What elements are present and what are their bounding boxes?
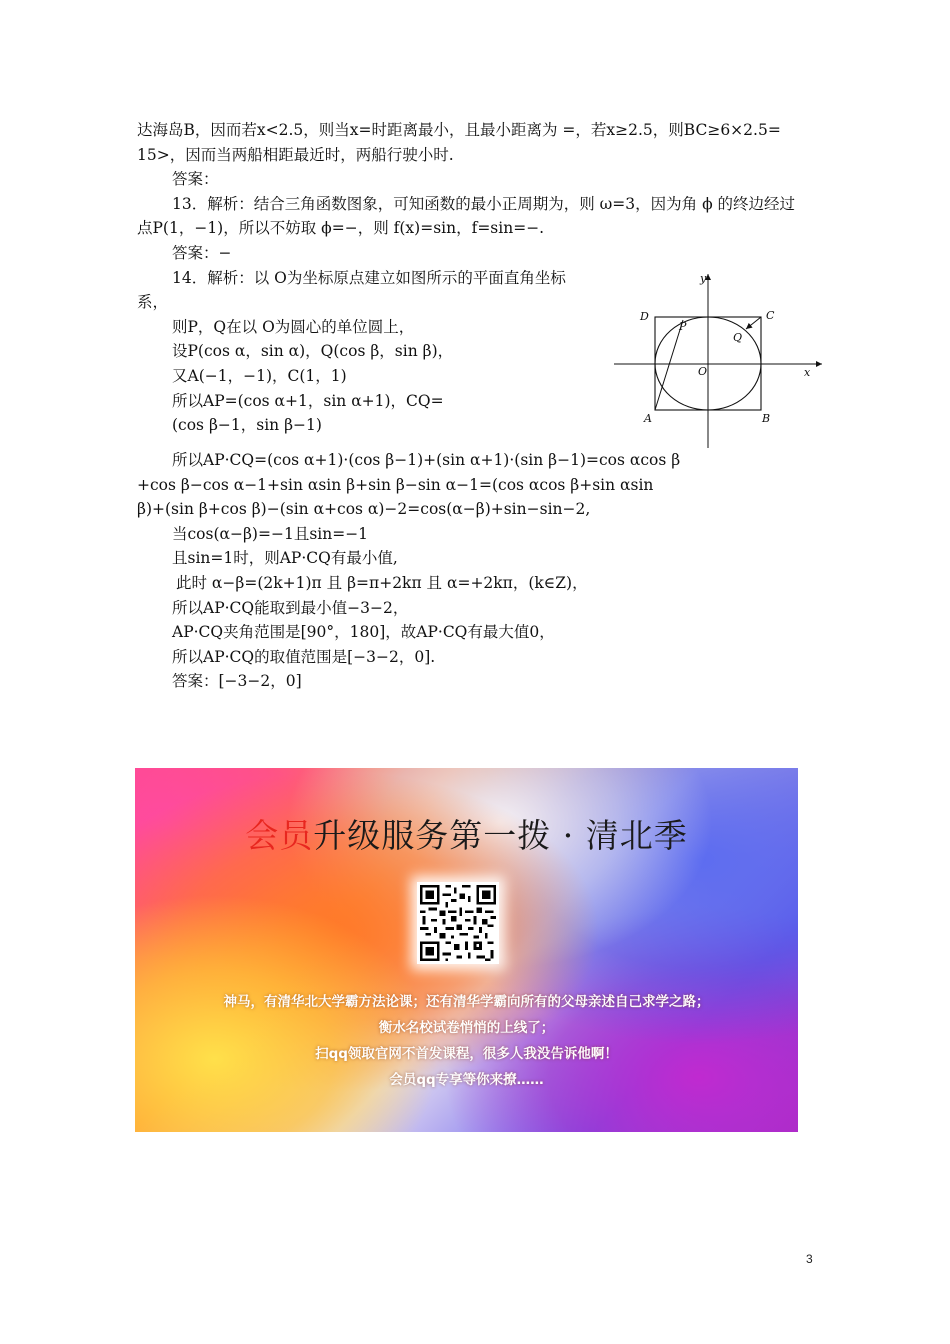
label-b: B bbox=[762, 412, 771, 425]
text-line: 所以AP·CQ的取值范围是[−3−2，0]. bbox=[172, 647, 436, 666]
text-line: 点P(1，−1)，所以不妨取 ϕ=−，则 f(x)=sin，f=sin=−. bbox=[137, 219, 545, 238]
text-line: 所以AP=(cos α+1，sin α+1)，CQ= bbox=[172, 391, 444, 410]
text-line: 13．解析：结合三角函数图象，可知函数的最小正周期为，则 ω=3，因为角 ϕ 的终边经过 bbox=[172, 194, 796, 213]
text-line: 所以AP·CQ=(cos α+1)·(cos β−1)+(sin α+1)·(sin β−1)=cos αcos β bbox=[172, 451, 681, 469]
label-q: Q bbox=[733, 331, 743, 344]
label-a: A bbox=[644, 412, 652, 425]
text-line: 当cos(α−β)=−1且sin=−1 bbox=[172, 524, 369, 543]
banner-line: 扫qq领取官网不首发课程，很多人我没告诉他啊！ bbox=[315, 1046, 618, 1062]
unit-circle-figure bbox=[606, 268, 828, 452]
text-line: 答案： bbox=[172, 170, 219, 189]
text-line: 所以AP·CQ能取到最小值−3−2， bbox=[172, 598, 409, 617]
text-line: 且sin=1时，则AP·CQ有最小值, bbox=[172, 549, 398, 568]
text-line: 答案：[−3−2，0] bbox=[172, 672, 302, 691]
text-line: 答案：− bbox=[172, 243, 232, 262]
text-line: 14．解析：以 O为坐标原点建立如图所示的平面直角坐标 bbox=[172, 268, 566, 287]
promo-banner[interactable] bbox=[135, 768, 798, 1132]
text-line: 又A(−1，−1)，C(1，1) bbox=[172, 366, 347, 385]
segment-ap bbox=[655, 320, 683, 410]
text-line: 则P，Q在以 O为圆心的单位圆上， bbox=[172, 317, 415, 336]
label-d: D bbox=[640, 310, 649, 323]
banner-title-rest: 升级服务第一拨 · 清北季 bbox=[313, 816, 688, 855]
text-line: 系， bbox=[137, 293, 169, 312]
banner-line: 会员qq专享等你来撩…… bbox=[389, 1072, 544, 1088]
text-line: AP·CQ夹角范围是[90°，180]，故AP·CQ有最大值0， bbox=[172, 623, 555, 642]
label-o: O bbox=[698, 365, 708, 378]
banner-line: 衡水名校试卷悄悄的上线了； bbox=[378, 1020, 555, 1036]
text-line: 15>，因而当两船相距最近时，两船行驶小时. bbox=[137, 145, 454, 164]
qr-code-image[interactable] bbox=[417, 882, 499, 964]
label-y: y bbox=[700, 272, 707, 285]
text-line: +cos β−cos α−1+sin αsin β+sin β−sin α−1=(cos αcos β+sin αsin bbox=[137, 475, 654, 494]
text-line: (cos β−1，sin β−1) bbox=[172, 416, 322, 435]
page-number: 3 bbox=[806, 1252, 813, 1266]
solution-text-bottom bbox=[137, 448, 817, 694]
label-c: C bbox=[766, 309, 775, 322]
banner-title bbox=[135, 810, 798, 857]
segment-cq bbox=[746, 317, 761, 329]
banner-title-highlight: 会员 bbox=[245, 816, 314, 855]
label-p: P bbox=[679, 320, 687, 333]
text-line: 达海岛B，因而若x<2.5，则当x=时距离最小，且最小距离为 =，若x≥2.5，则BC≥6×2.5= bbox=[137, 121, 781, 139]
label-x: x bbox=[804, 366, 811, 379]
text-line: 设P(cos α，sin α)，Q(cos β，sin β)， bbox=[172, 342, 454, 361]
banner-line: 神马，有清华北大学霸方法论课；还有清华学霸向所有的父母亲述自己求学之路； bbox=[223, 994, 710, 1010]
text-line: β)+(sin β+cos β)−(sin α+cos α)−2=cos(α−β)+sin−sin−2, bbox=[137, 500, 591, 519]
text-line: 此时 α−β=(2k+1)π 且 β=π+2kπ 且 α=+2kπ，(k∈Z)， bbox=[176, 573, 588, 592]
